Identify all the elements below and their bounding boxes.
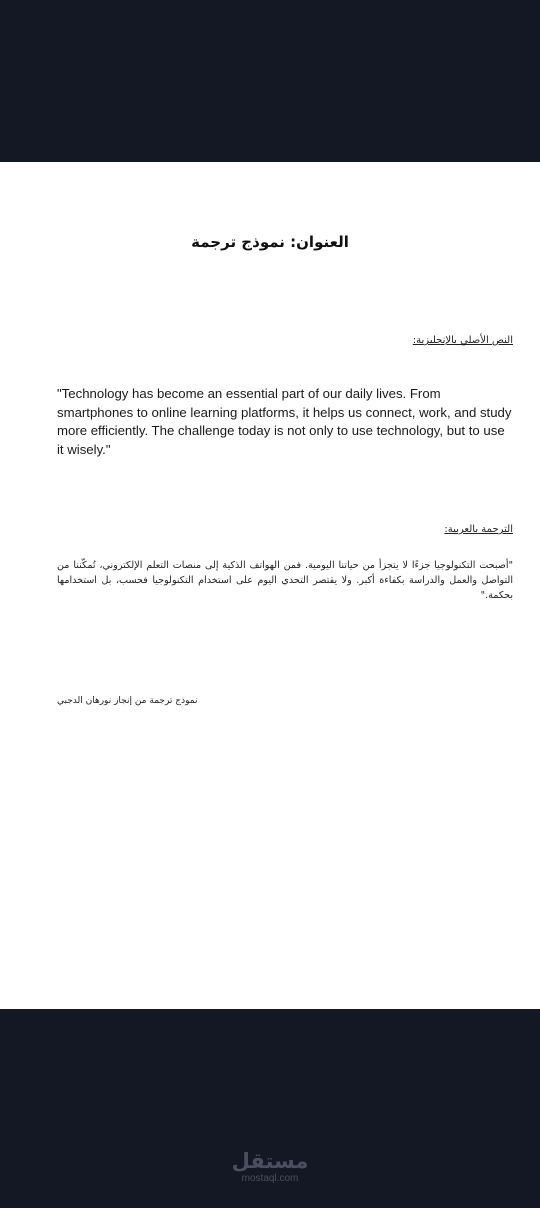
document-page bbox=[0, 162, 540, 1009]
credit-line: نموذج ترجمة من إنجاز نورهان الدجبي bbox=[57, 696, 198, 706]
top-frame-band bbox=[0, 0, 540, 162]
brand-logo-text: مستقل bbox=[231, 1149, 309, 1173]
mostaql-watermark bbox=[0, 1148, 540, 1184]
arabic-translation-paragraph: "أصبحت التكنولوجيا جزءًا لا يتجزأ من حياتنا اليومية. فمن الهواتف الذكية إلى منصات التعلم الإلكتروني، تُمكّننا من التواصل والعمل والدراسة بكفاءة أكبر. ولا يقتصر التحدي اليوم على استخدام التكنولوجيا فحسب، بل استخدامها بحكمة." bbox=[57, 560, 513, 601]
original-english-paragraph: "Technology has become an essential part of our daily lives. From smartphones to online learning platforms, it helps us connect, work, and study more efficiently. The challenge today is not only to use technology, but to use it wisely." bbox=[57, 386, 512, 457]
brand-url: mostaql.com bbox=[241, 1173, 299, 1184]
original-text-label: النص الأصلي بالإنجليزية: bbox=[412, 335, 513, 346]
translation-label: الترجمة بالعربية: bbox=[444, 524, 513, 535]
document-title: العنوان: نموذج ترجمة bbox=[191, 233, 349, 251]
